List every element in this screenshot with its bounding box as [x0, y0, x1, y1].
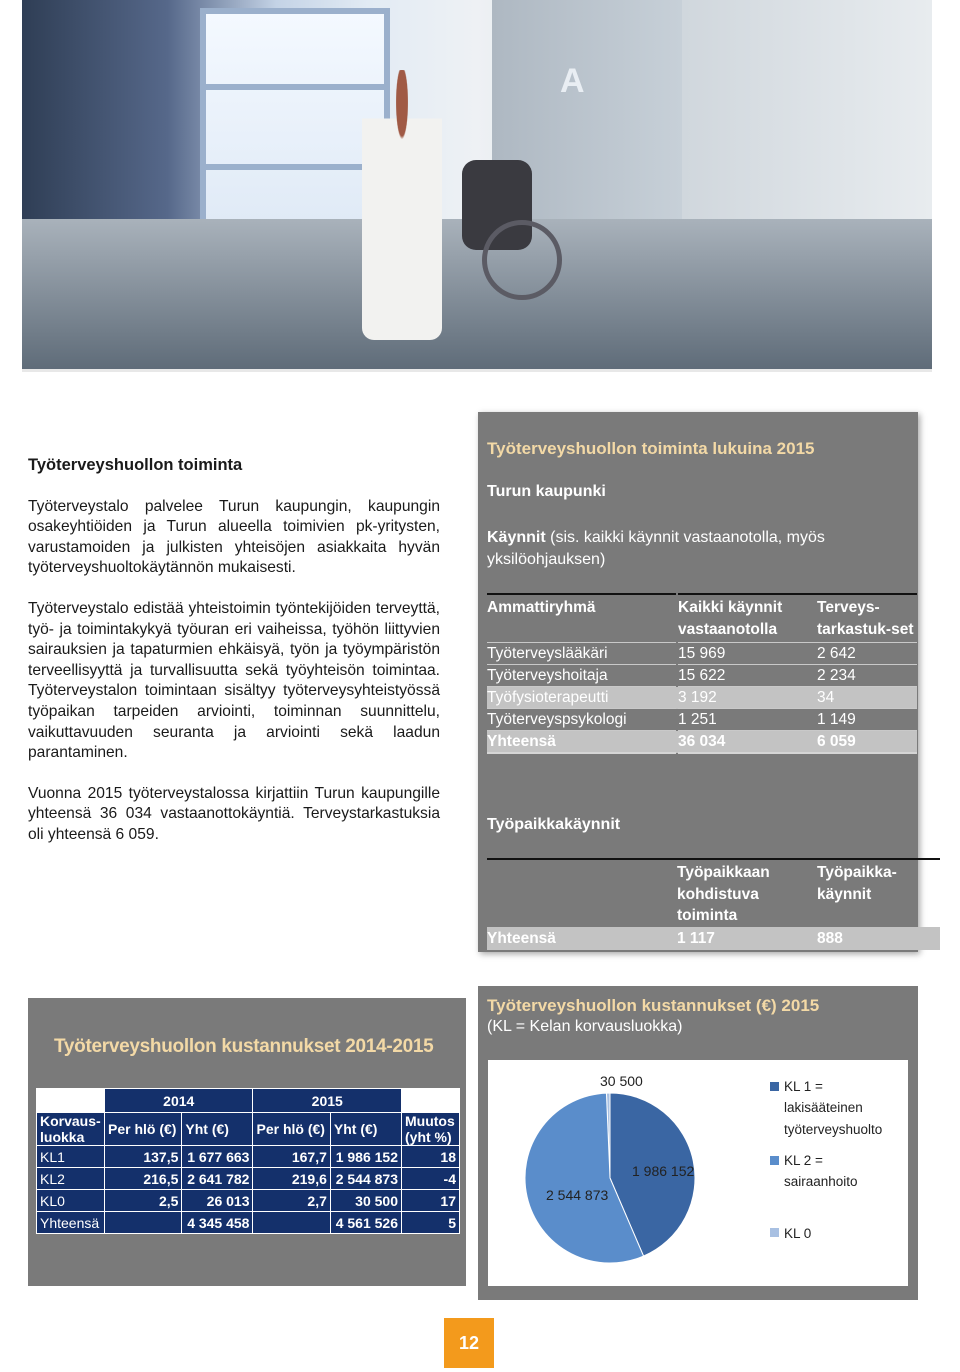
table-row: Työterveyspsykologi 1 251 1 149: [487, 709, 917, 731]
page-number: 12: [444, 1318, 494, 1368]
year-2015: 2015: [253, 1089, 402, 1113]
year-2014: 2014: [105, 1089, 253, 1113]
costs-panel: [28, 998, 466, 1286]
intro-paragraph-3: Vuonna 2015 työterveystalossa kirjattiin Turun kaupungille yhteensä 36 034 vastaanottokäyntiä. Terveystarkastuksia oli yhteensä 6 059.: [28, 784, 440, 843]
wheelchair-figure: [442, 150, 552, 310]
costs-title: Työterveyshuollon kustannukset 2014-2015: [54, 1036, 434, 1057]
visits-table: [487, 593, 917, 754]
col-header-pp14: Per hlö (€): [105, 1113, 182, 1146]
pie-panel: [478, 986, 918, 1300]
col-header-targeted: Työpaikkaan kohdistuva toiminta: [677, 864, 770, 924]
legend-kl1-line3: työterveyshuolto: [784, 1122, 883, 1137]
legend-kl1-line1: KL 1 =: [784, 1079, 823, 1094]
table-total-row: Yhteensä 4 345 458 4 561 526 5: [37, 1212, 460, 1234]
intro-paragraph-2: Työterveystalo edistää yhteistoimin työntekijöiden terveyttä, työ- ja toimintakykyä työuran eri vaiheissa, työhön liittyvien sairauksien ja tapaturmien ehkäisyä, työn ja työympäristön terveellisyyttä ja turvallisuutta sekä työyhteisön toimintaa. Työterveystalon toimintaan sisältyy työterveysyhteistyössä työpaikan tarpeiden arviointi, toiminnan suunnittelu, vaikuttavuuden seuranta ja arviointi sekä laadun parantaminen.: [28, 599, 440, 762]
corridor-sign: A: [560, 62, 585, 100]
nurse-figure: [362, 70, 442, 340]
col-header-t15: Yht (€): [330, 1113, 401, 1146]
stats-panel: [478, 412, 918, 952]
legend-swatch-kl1: [770, 1082, 779, 1091]
hero-photo: [22, 0, 932, 372]
table-row: KL0 2,5 26 013 2,7 30 500 17: [37, 1190, 460, 1212]
visits-note: [487, 527, 907, 571]
legend-kl2-line2: sairaanhoito: [784, 1174, 858, 1189]
pie-chart: [488, 1060, 908, 1286]
col-header-change: Muutos (yht %): [402, 1113, 460, 1146]
col-header-pp15: Per hlö (€): [253, 1113, 330, 1146]
intro-section: [28, 455, 440, 866]
visits-label: Käynnit: [487, 529, 546, 546]
label-kl2: 2 544 873: [546, 1187, 609, 1203]
legend-kl2-line1: KL 2 =: [784, 1153, 823, 1168]
table-row: KL1 137,5 1 677 663 167,7 1 986 152 18: [37, 1146, 460, 1168]
table-row: Työfysioterapeutti 3 192 34: [487, 687, 917, 709]
stats-title: Työterveyshuollon toiminta lukuina 2015: [487, 439, 815, 458]
table-total-row: Yhteensä 1 117 888: [487, 927, 940, 950]
section-heading: Työterveyshuollon toiminta: [28, 456, 243, 474]
legend-swatch-kl2: [770, 1156, 779, 1165]
label-kl0: 30 500: [600, 1073, 643, 1089]
col-header-workplace-visits: Työpaikka-käynnit: [817, 864, 897, 903]
pie-subtitle: (KL = Kelan korvausluokka): [487, 1018, 683, 1035]
workplace-visits-title: Työpaikkakäynnit: [487, 816, 621, 833]
pie-title: Työterveyshuollon kustannukset (€) 2015: [487, 996, 820, 1015]
legend-swatch-kl0: [770, 1228, 779, 1237]
col-header-group: Ammattiryhmä: [487, 599, 596, 616]
col-header-class: Korvaus-luokka: [37, 1113, 105, 1146]
col-header-blank: [487, 859, 677, 927]
pie-chart-area: [488, 1060, 908, 1286]
legend-kl1-line2: lakisääteinen: [784, 1100, 863, 1115]
table-row: Työterveyslääkäri 15 969 2 642: [487, 643, 917, 665]
col-header-checks: Terveys-tarkastuk-set: [817, 599, 914, 638]
col-header-all-visits: Kaikki käynnit vastaanotolla: [678, 599, 783, 638]
intro-paragraph-1: Työterveystalo palvelee Turun kaupungin, kaupungin osakeyhtiöiden ja Turun alueella toimivien pk-yritysten, varustamoiden ja julkisten yhteisöjen asiakkaita hyvän työterveyshuoltokäytännön mukaisesti.: [28, 497, 440, 577]
label-kl1: 1 986 152: [632, 1163, 695, 1179]
table-row: KL2 216,5 2 641 782 219,6 2 544 873 -4: [37, 1168, 460, 1190]
table-row: Työterveyshoitaja 15 622 2 234: [487, 665, 917, 687]
stats-subtitle: Turun kaupunki: [487, 483, 606, 500]
visits-description: (sis. kaikki käynnit vastaanotolla, myös yksilöohjauksen): [487, 529, 825, 568]
table-total-row: Yhteensä 36 034 6 059: [487, 731, 917, 754]
col-header-t14: Yht (€): [182, 1113, 253, 1146]
workplace-visits-table: [487, 858, 940, 950]
legend-kl0: KL 0: [784, 1226, 812, 1241]
costs-table: [36, 1088, 460, 1234]
